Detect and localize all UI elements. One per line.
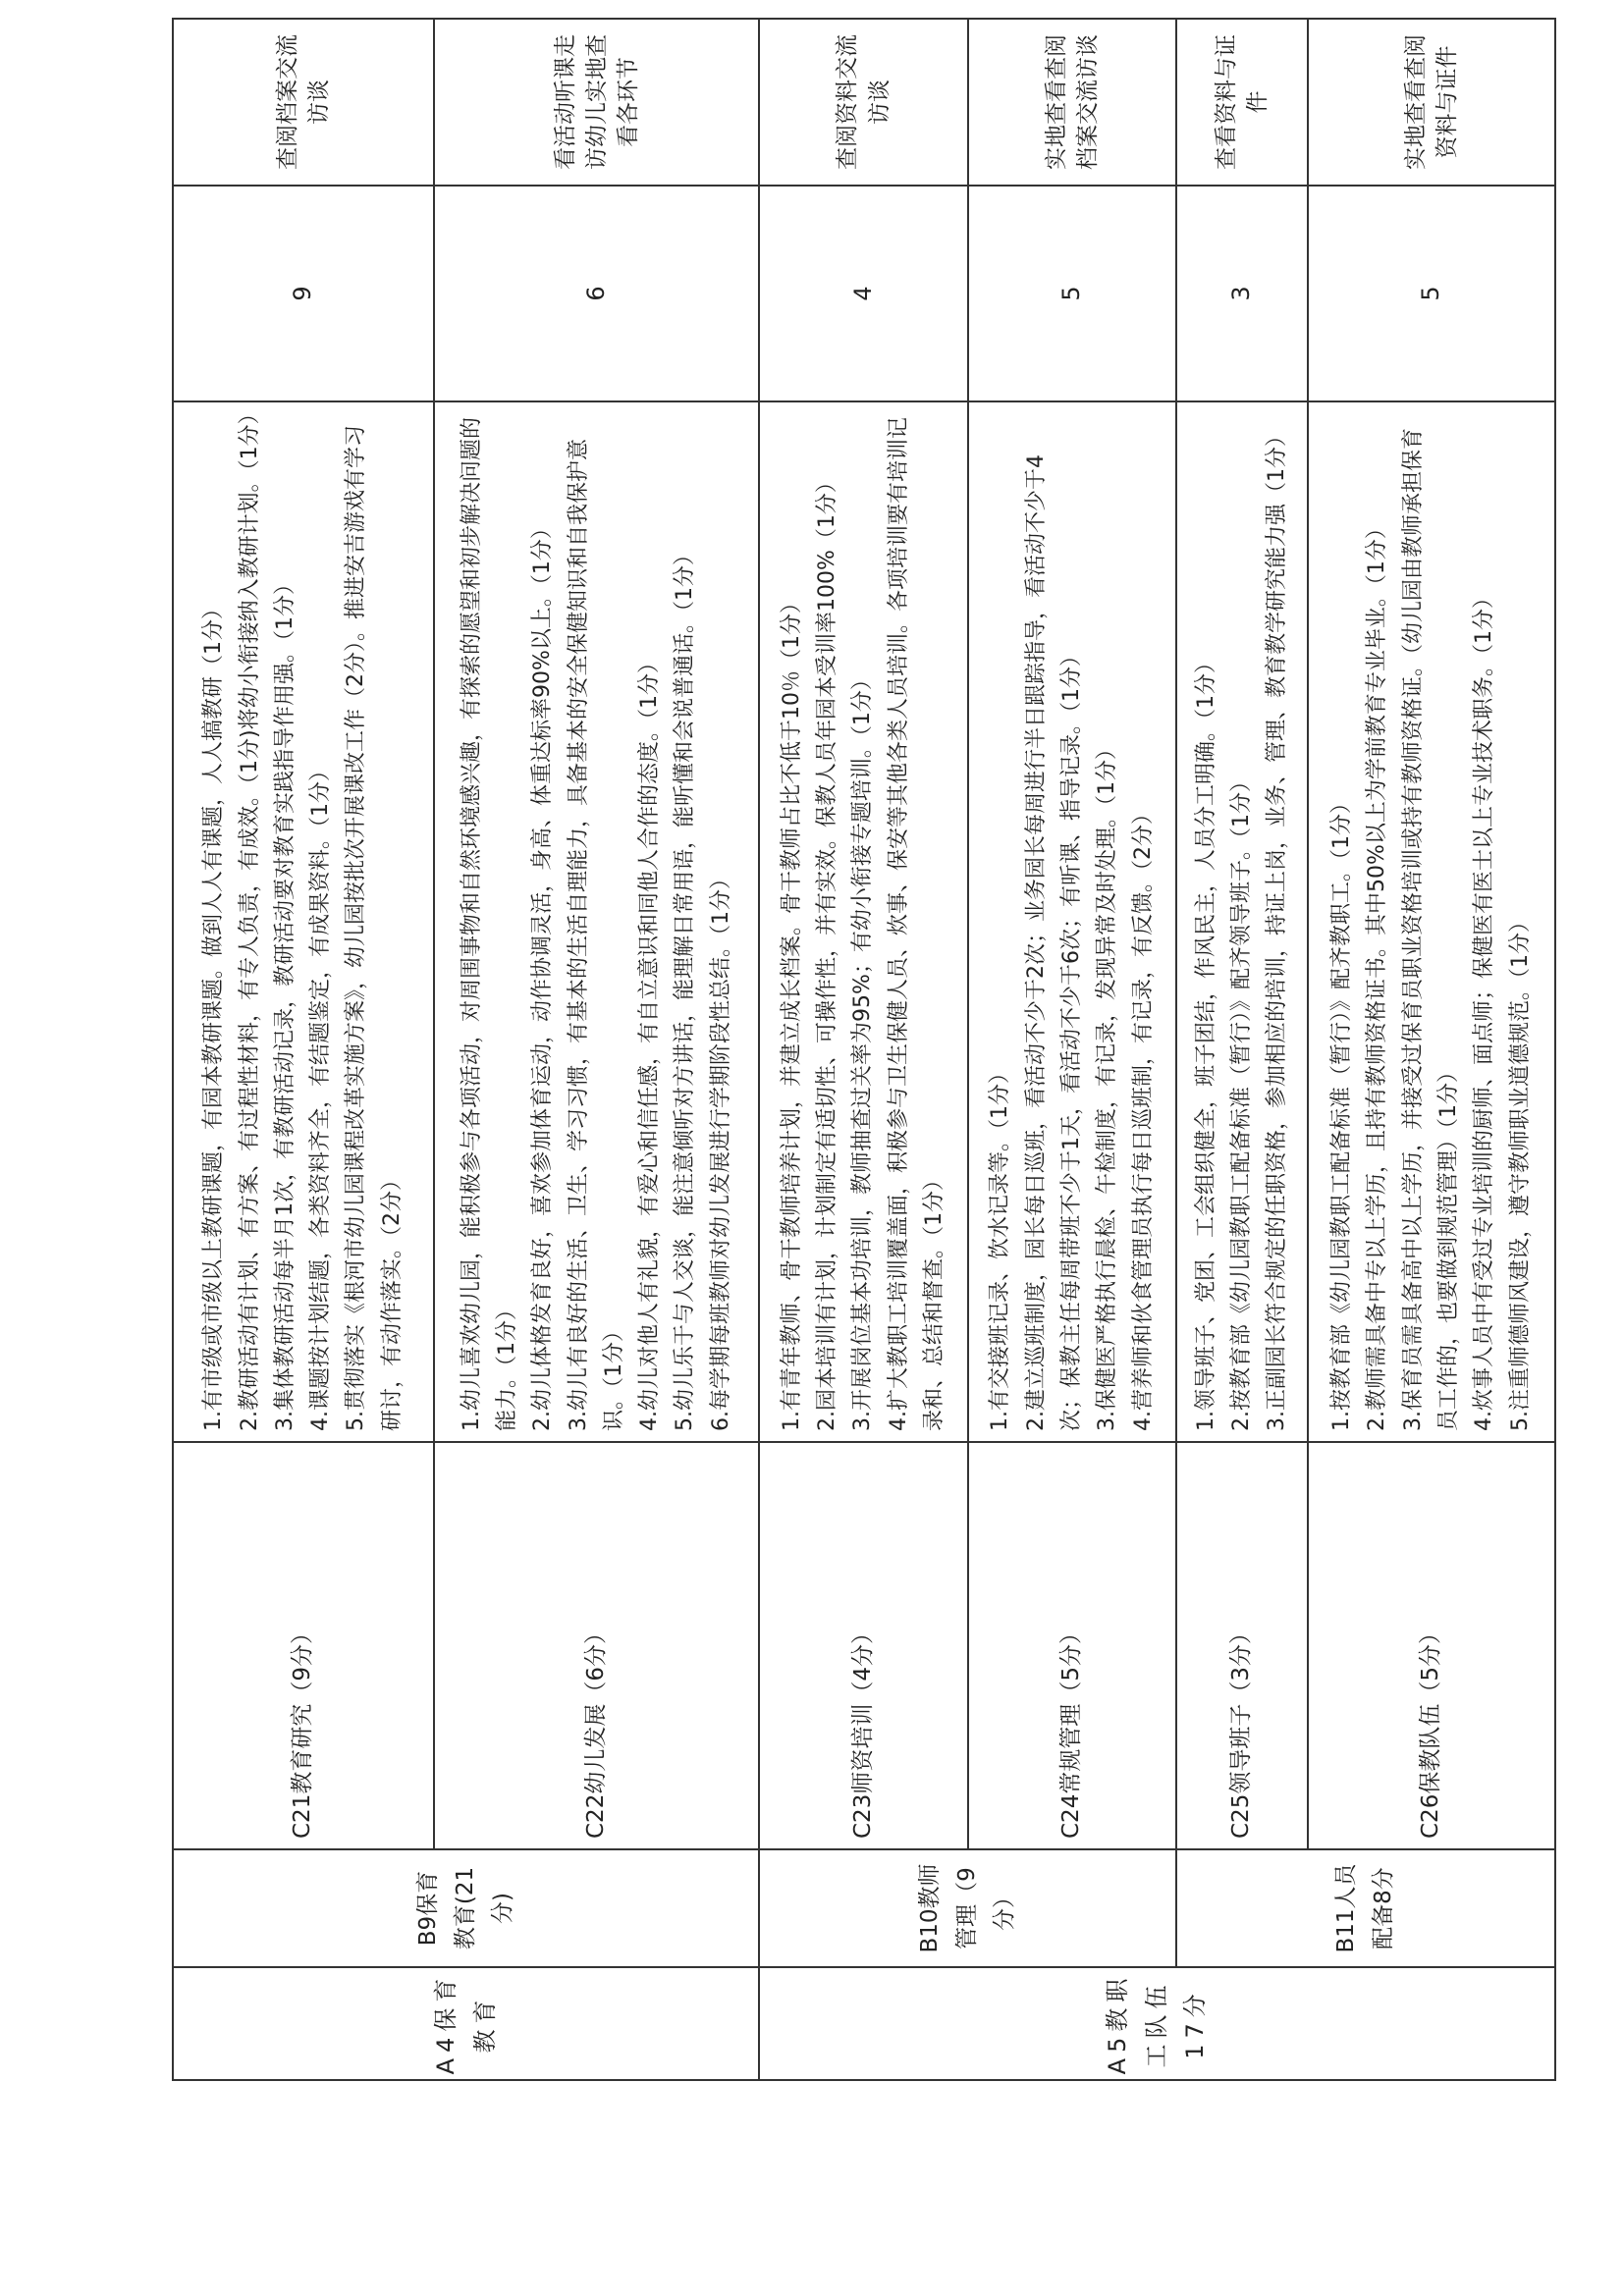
method-cell: 查看资料与证件 — [1176, 19, 1308, 186]
standard-item: 1.幼儿喜欢幼儿园，能积极参与各项活动，对周围事物和自然环境感兴趣，有探索的愿望和初步解决问题的能力。（1分） — [459, 417, 519, 1431]
standards-cell — [1308, 401, 1555, 1442]
standard-item: 2.教研活动有计划、有方案、有过程性材料，有专人负责，有成效。（1分)将幼小衔接纳入教研计划。（1分） — [237, 402, 262, 1431]
standard-item: 3.集体教研活动每半月1次，有教研活动记录，教研活动要对教育实践指导作用强。（1分） — [272, 573, 298, 1431]
standard-item: 4.扩大教职工培训覆盖面，积极参与卫生保健人员、炊事、保安等其他各类人员培训。各项培训要有培训记录和、总结和督查。（1分） — [886, 417, 947, 1431]
standard-item: 3.保育员需具备高中以上学历，并接受过保育员职业资格培训或持有教师资格证。（幼儿园由教师承担保育员工作的，也要做到规范管理）（1分） — [1400, 428, 1461, 1431]
method-cell: 查阅资料交流访谈 — [759, 19, 968, 186]
method-cell: 实地查看查阅资料与证件 — [1308, 19, 1555, 186]
standard-item: 3.开展岗位基本功培训，教师抽查过关率为95%；有幼小衔接专题培训。（1分） — [850, 668, 876, 1431]
c-item-cell: C26保教队伍（5分） — [1308, 1442, 1555, 1849]
table-row — [1176, 19, 1308, 2080]
c-item-cell: C25领导班子（3分） — [1176, 1442, 1308, 1849]
standard-item: 1.按教育部《幼儿园教职工配备标准（暂行）》配齐教职工。（1分） — [1329, 792, 1355, 1431]
standard-item: 2.园本培训有计划，计划制定有适切性、可操作性，并有实效。保教人员年园本受训率100%（1分） — [815, 471, 840, 1431]
score-cell: 9 — [173, 186, 434, 401]
b-category-cell: B9保育教育(21分) — [173, 1849, 759, 1967]
standards-cell — [434, 401, 759, 1442]
standards-cell — [968, 401, 1177, 1442]
b-category-cell: B10教师管理（9分） — [759, 1849, 1176, 1967]
standard-item: 1.领导班子、党团、工会组织健全，班子团结，作风民主，人员分工明确。（1分） — [1193, 652, 1218, 1431]
standard-item: 5.注重师德师风建设，遵守教师职业道德规范。（1分） — [1507, 911, 1533, 1431]
standard-item: 4.课题按计划结题，各类资料齐全，有结题鉴定，有成果资料。（1分） — [308, 760, 334, 1431]
standard-item: 1.有交接班记录、饮水记录等。（1分） — [988, 1062, 1013, 1431]
evaluation-table — [172, 18, 1556, 2081]
method-cell: 实地查看查阅档案交流访谈 — [968, 19, 1177, 186]
score-cell: 6 — [434, 186, 759, 401]
table-row — [173, 19, 434, 2080]
table-row — [759, 19, 968, 2080]
score-cell: 5 — [968, 186, 1177, 401]
a-category-cell: A4保育教育 — [173, 1967, 759, 2080]
method-cell: 看活动听课走访幼儿实地查看各环节 — [434, 19, 759, 186]
table-row — [1308, 19, 1555, 2080]
score-cell: 3 — [1176, 186, 1308, 401]
standard-item: 3.幼儿有良好的生活、卫生、学习习惯，有基本的生活自理能力，具备基本的安全保健知识和自我保护意识。（1分） — [566, 439, 626, 1431]
table-row — [434, 19, 759, 2080]
c-item-cell: C21教育研究（9分） — [173, 1442, 434, 1849]
standard-item: 5.幼儿乐于与人交谈，能注意倾听对方讲话，能理解日常用语，能听懂和会说普通话。（1分） — [673, 544, 698, 1431]
standard-item: 4.幼儿对他人有礼貌，有爱心和信任感，有自立意识和同他人合作的态度。（1分） — [637, 652, 663, 1431]
standards-cell — [173, 401, 434, 1442]
a-category-cell: A5教职工队伍17分 — [759, 1967, 1555, 2080]
standard-item: 6.每学期每班教师对幼儿发展进行学期阶段性总结。（1分） — [708, 868, 733, 1431]
standards-cell — [759, 401, 968, 1442]
score-cell: 4 — [759, 186, 968, 401]
standard-item: 4.炊事人员中有受过专业培训的厨师、面点师；保健医有医士以上专业技术职务。（1分） — [1472, 587, 1497, 1431]
c-item-cell: C22幼儿发展（6分） — [434, 1442, 759, 1849]
standard-item: 3.正副园长符合规定的任职资格，参加相应的培训，持证上岗，业务、管理、教育教学研究能力强（1分） — [1265, 425, 1290, 1431]
rotated-table-container — [172, 20, 1556, 2081]
standard-item: 3.保健医严格执行晨检、午检制度，有记录，发现异常及时处理。（1分） — [1095, 738, 1120, 1431]
standard-item: 2.按教育部《幼儿园教职工配备标准（暂行）》配齐领导班子。（1分） — [1229, 771, 1255, 1431]
standard-item: 1.有市级或市级以上教研课题，有园本教研课题。做到人人有课题，人人搞教研（1分） — [201, 598, 227, 1431]
standards-cell — [1176, 401, 1308, 1442]
table-row — [968, 19, 1177, 2080]
standard-item: 4.营养师和伙食管理员执行每日巡班制，有记录，有反馈。（2分） — [1130, 803, 1156, 1431]
c-item-cell: C23师资培训（4分） — [759, 1442, 968, 1849]
standard-item: 2.教师需具备中专以上学历，且持有教师资格证书。其中50%以上为学前教育专业毕业。（1分） — [1365, 517, 1390, 1431]
standard-item: 1.有青年教师、骨干教师培养计划，并建立成长档案。骨干教师占比不低于10％（1分） — [779, 592, 804, 1431]
method-cell: 查阅档案交流访谈 — [173, 19, 434, 186]
standard-item: 2.建立巡班制度，园长每日巡班，看活动不少于2次；业务园长每周进行半日跟踪指导，看活动不少于4次；保教主任每周带班不少于1天，看活动不少于6次；有听课、指导记录。（1分） — [1023, 454, 1084, 1431]
c-item-cell: C24常规管理（5分） — [968, 1442, 1177, 1849]
score-cell: 5 — [1308, 186, 1555, 401]
b-category-cell: B11人员配备8分 — [1176, 1849, 1555, 1967]
standard-item: 5.贯彻落实《根河市幼儿园课程改革实施方案》，幼儿园按批次开展课改工作（2分）。推进安吉游戏有学习研讨，有动作落实。（2分） — [344, 425, 405, 1431]
standard-item: 2.幼儿体格发育良好，喜欢参加体育运动，动作协调灵活，身高、体重达标率90%以上。（1分） — [530, 517, 556, 1431]
